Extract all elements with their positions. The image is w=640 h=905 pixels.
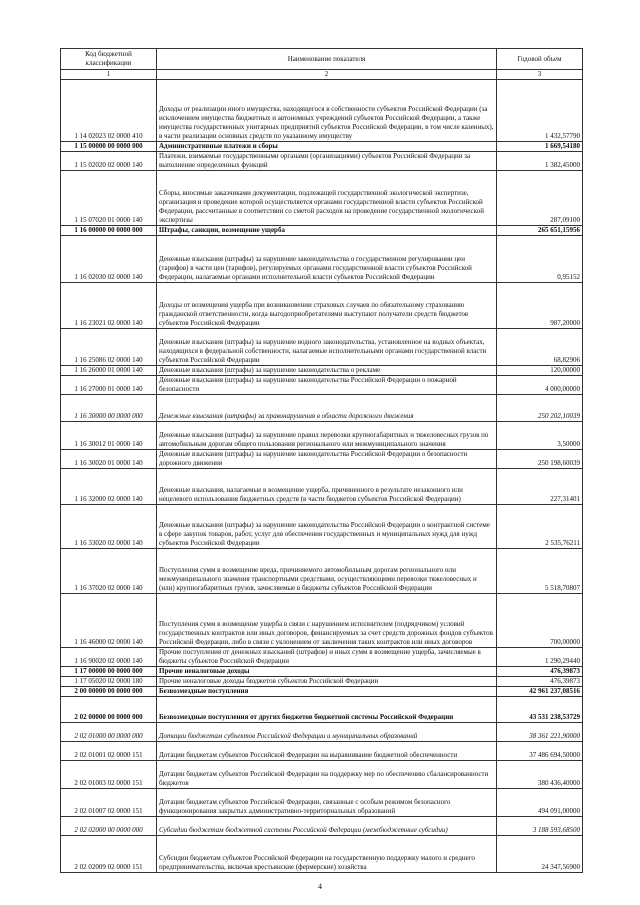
indicator-name-cell: Субсидии бюджетам бюджетной системы Российской Федерации (межбюджетные субсидии): [157, 817, 497, 836]
indicator-name-cell: Прочие поступления от денежных взысканий (штрафов) и иных сумм в возмещение ущерба, зачисляемые в бюджеты субъектов Российской Федерации: [157, 648, 497, 667]
indicator-name-cell: Денежные взыскания (штрафы) за нарушение законодательства Российской Федерации о пожарной безопасности: [157, 376, 497, 395]
budget-code-cell: 1 16 30000 00 0000 000: [61, 395, 157, 422]
budget-code-cell: 1 16 23021 02 0000 140: [61, 283, 157, 329]
budget-code-cell: 2 02 01007 02 0000 151: [61, 789, 157, 817]
indicator-name-cell: Денежные взыскания (штрафы) за нарушение законодательства о рекламе: [157, 366, 497, 376]
budget-code-cell: 1 17 05020 02 0000 180: [61, 677, 157, 687]
table-row: [61, 376, 583, 395]
annual-amount-cell: 227,31401: [497, 469, 583, 505]
budget-code-cell: 1 16 26000 01 0000 140: [61, 366, 157, 376]
annual-amount-cell: 4 000,00000: [497, 376, 583, 395]
table-row: [61, 80, 583, 142]
annual-amount-cell: 700,00000: [497, 594, 583, 648]
annual-amount-cell: 1 432,57790: [497, 80, 583, 142]
table-row: [61, 366, 583, 376]
budget-code-cell: 2 02 02009 02 0000 151: [61, 836, 157, 873]
indicator-name-cell: Дотации бюджетам субъектов Российской Федерации и муниципальных образований: [157, 723, 497, 742]
indicator-name-cell: Прочие неналоговые доходы бюджетов субъектов Российской Федерации: [157, 677, 497, 687]
annual-amount-cell: 265 651,15956: [497, 226, 583, 236]
annual-amount-cell: 2 535,76211: [497, 505, 583, 549]
header-amount: Годовой объем: [497, 49, 583, 70]
annual-amount-cell: 5 518,70807: [497, 549, 583, 594]
indicator-name-cell: Сборы, вносимые заказчиками документации, подлежащей государственной экологической экспертизе, организация и проведение которой осуществляется органами государственной власти субъектов Российской Федерации, рассчитанные в соответствии со сметой расходов на проведение государственной экологической экспертизы: [157, 171, 497, 226]
annual-amount-cell: 68,82906: [497, 329, 583, 366]
budget-code-cell: 2 02 01000 00 0000 000: [61, 723, 157, 742]
table-row: [61, 469, 583, 505]
annual-amount-cell: 38 361 221,90000: [497, 723, 583, 742]
indicator-name-cell: Безвозмездные поступления: [157, 687, 497, 697]
annual-amount-cell: 43 531 238,53729: [497, 697, 583, 723]
budget-code-cell: 1 16 00000 00 0000 000: [61, 226, 157, 236]
budget-code-cell: 1 16 37020 02 0000 140: [61, 549, 157, 594]
budget-code-cell: 1 16 30020 01 0000 140: [61, 450, 157, 469]
budget-code-cell: 1 17 00000 00 0000 000: [61, 667, 157, 677]
table-row: [61, 677, 583, 687]
indicator-name-cell: Безвозмездные поступления от других бюджетов бюджетной системы Российской Федерации: [157, 697, 497, 723]
indicator-name-cell: Платежи, взимаемые государственными органами (организациями) субъектов Российской Федерации за выполнение определенных функций: [157, 152, 497, 171]
table-header-row: [61, 49, 583, 70]
table-row: [61, 817, 583, 836]
table-row: [61, 687, 583, 697]
budget-code-cell: 1 14 02023 02 0000 410: [61, 80, 157, 142]
table-row: [61, 171, 583, 226]
annual-amount-cell: 3,50000: [497, 422, 583, 450]
indicator-name-cell: Дотации бюджетам субъектов Российской Федерации на выравнивание бюджетной обеспеченности: [157, 742, 497, 761]
table-row: [61, 789, 583, 817]
annual-amount-cell: 250 202,10039: [497, 395, 583, 422]
indicator-name-cell: Денежные взыскания (штрафы) за нарушение законодательства Российской Федерации о контрактной системе в сфере закупок товаров, работ, услуг для обеспечения государственных и муниципальных нужд для нужд субъектов Российской Федерации: [157, 505, 497, 549]
indicator-name-cell: Поступления сумм в возмещение ущерба в связи с нарушением исполнителем (подрядчиком) условий государственных контрактов или иных договоров, финансируемых за счет средств дорожных фондов субъектов Российской Федерации, либо в связи с уклонением от заключения таких контрактов или иных договоров: [157, 594, 497, 648]
budget-code-cell: 2 02 00000 00 0000 000: [61, 697, 157, 723]
table-row: [61, 505, 583, 549]
annual-amount-cell: 1 290,29440: [497, 648, 583, 667]
column-number: 2: [157, 70, 497, 80]
page-number: 4: [318, 882, 322, 891]
table-row: [61, 450, 583, 469]
annual-amount-cell: 987,20000: [497, 283, 583, 329]
column-number: 1: [61, 70, 157, 80]
annual-amount-cell: 37 486 694,50000: [497, 742, 583, 761]
table-row: [61, 142, 583, 152]
annual-amount-cell: 3 188 593,68500: [497, 817, 583, 836]
annual-amount-cell: 42 961 237,08516: [497, 687, 583, 697]
annual-amount-cell: 476,39873: [497, 667, 583, 677]
budget-code-cell: 2 00 00000 00 0000 000: [61, 687, 157, 697]
indicator-name-cell: Денежные взыскания (штрафы) за нарушение законодательства Российской Федерации о безопасности дорожного движения: [157, 450, 497, 469]
indicator-name-cell: Денежные взыскания (штрафы) за правонарушения в области дорожного движения: [157, 395, 497, 422]
indicator-name-cell: Доходы от возмещения ущерба при возникновении страховых случаев по обязательному страхованию гражданской ответственности, когда выгодоприобретателями выступают получатели средств бюджетов субъектов Российской Федерации: [157, 283, 497, 329]
annual-amount-cell: 120,00000: [497, 366, 583, 376]
header-code: Код бюджетной классификации: [61, 49, 157, 70]
annual-amount-cell: 250 198,60039: [497, 450, 583, 469]
annual-amount-cell: 380 436,40000: [497, 761, 583, 789]
table-row: [61, 422, 583, 450]
table-row: [61, 697, 583, 723]
annual-amount-cell: 0,95152: [497, 236, 583, 283]
annual-amount-cell: 1 382,45000: [497, 152, 583, 171]
budget-code-cell: 1 16 27000 01 0000 140: [61, 376, 157, 395]
table-row: [61, 226, 583, 236]
budget-code-cell: 2 02 01003 02 0000 151: [61, 761, 157, 789]
budget-code-cell: 1 16 90020 02 0000 140: [61, 648, 157, 667]
column-number: 3: [497, 70, 583, 80]
table-row: [61, 836, 583, 873]
indicator-name-cell: Прочие неналоговые доходы: [157, 667, 497, 677]
table-row: [61, 742, 583, 761]
budget-code-cell: 2 02 02000 00 0000 000: [61, 817, 157, 836]
table-row: [61, 283, 583, 329]
table-row: [61, 329, 583, 366]
table-row: [61, 395, 583, 422]
table-row: [61, 648, 583, 667]
budget-code-cell: 1 16 30012 01 0000 140: [61, 422, 157, 450]
table-row: [61, 667, 583, 677]
table-row: [61, 594, 583, 648]
budget-code-cell: 1 15 02020 02 0000 140: [61, 152, 157, 171]
indicator-name-cell: Административные платежи и сборы: [157, 142, 497, 152]
table-row: [61, 152, 583, 171]
indicator-name-cell: Денежные взыскания, налагаемые в возмещение ущерба, причиненного в результате незаконного или нецелевого использования бюджетных средств (в части бюджетов субъектов Российской Федерации): [157, 469, 497, 505]
budget-code-cell: 1 16 02030 02 0000 140: [61, 236, 157, 283]
indicator-name-cell: Дотации бюджетам субъектов Российской Федерации на поддержку мер по обеспечению сбалансированности бюджетов: [157, 761, 497, 789]
budget-code-cell: 1 16 25086 02 0000 140: [61, 329, 157, 366]
budget-code-cell: 1 16 46000 02 0000 140: [61, 594, 157, 648]
annual-amount-cell: 1 669,54180: [497, 142, 583, 152]
annual-amount-cell: 24 347,56900: [497, 836, 583, 873]
table-row: [61, 549, 583, 594]
revenue-table: [60, 48, 583, 873]
annual-amount-cell: 287,09100: [497, 171, 583, 226]
column-number-row: [61, 70, 583, 80]
budget-code-cell: 1 15 00000 00 0000 000: [61, 142, 157, 152]
indicator-name-cell: Денежные взыскания (штрафы) за нарушение водного законодательства, установленное на водных объектах, находящихся в федеральной собственности, налагаемые исполнительными органами государственной власти субъектов Российской Федерации: [157, 329, 497, 366]
annual-amount-cell: 476,39873: [497, 677, 583, 687]
budget-code-cell: 2 02 01001 02 0000 151: [61, 742, 157, 761]
table-row: [61, 761, 583, 789]
table-row: [61, 723, 583, 742]
indicator-name-cell: Денежные взыскания (штрафы) за нарушение законодательства о государственном регулировании цен (тарифов) в части цен (тарифов), регулируемых органами государственной власти субъектов Российской Федерации, налагаемые органами исполнительной власти субъектов Российской Федерации: [157, 236, 497, 283]
table-row: [61, 236, 583, 283]
indicator-name-cell: Денежные взыскания (штрафы) за нарушение правил перевозки крупногабаритных и тяжеловесных грузов по автомобильным дорогам общего пользования регионального или межмуниципального значения: [157, 422, 497, 450]
indicator-name-cell: Поступления сумм в возмещение вреда, причиняемого автомобильным дорогам регионального или межмуниципального значения транспортными средствами, осуществляющими перевозки тяжеловесных и (или) крупногабаритных грузов, зачисляемые в бюджеты субъектов Российской Федерации: [157, 549, 497, 594]
budget-code-cell: 1 16 32000 02 0000 140: [61, 469, 157, 505]
indicator-name-cell: Субсидии бюджетам субъектов Российской Федерации на государственную поддержку малого и среднего предпринимательства, включая крестьянские (фермерские) хозяйства: [157, 836, 497, 873]
header-name: Наименование показателя: [157, 49, 497, 70]
budget-code-cell: 1 16 33020 02 0000 140: [61, 505, 157, 549]
budget-code-cell: 1 15 07020 01 0000 140: [61, 171, 157, 226]
indicator-name-cell: Дотации бюджетам субъектов Российской Федерации, связанные с особым режимом безопасного функционирования закрытых административно-территориальных образований: [157, 789, 497, 817]
indicator-name-cell: Штрафы, санкции, возмещение ущерба: [157, 226, 497, 236]
annual-amount-cell: 494 091,00000: [497, 789, 583, 817]
indicator-name-cell: Доходы от реализации иного имущества, находящегося в собственности субъектов Российской Федерации (за исключением имущества бюджетных и автономных учреждений субъектов Российской Федерации, а также имущества государственных унитарных предприятий субъектов Российской Федерации, в том числе казенных), в части реализации основных средств по указанному имуществу: [157, 80, 497, 142]
